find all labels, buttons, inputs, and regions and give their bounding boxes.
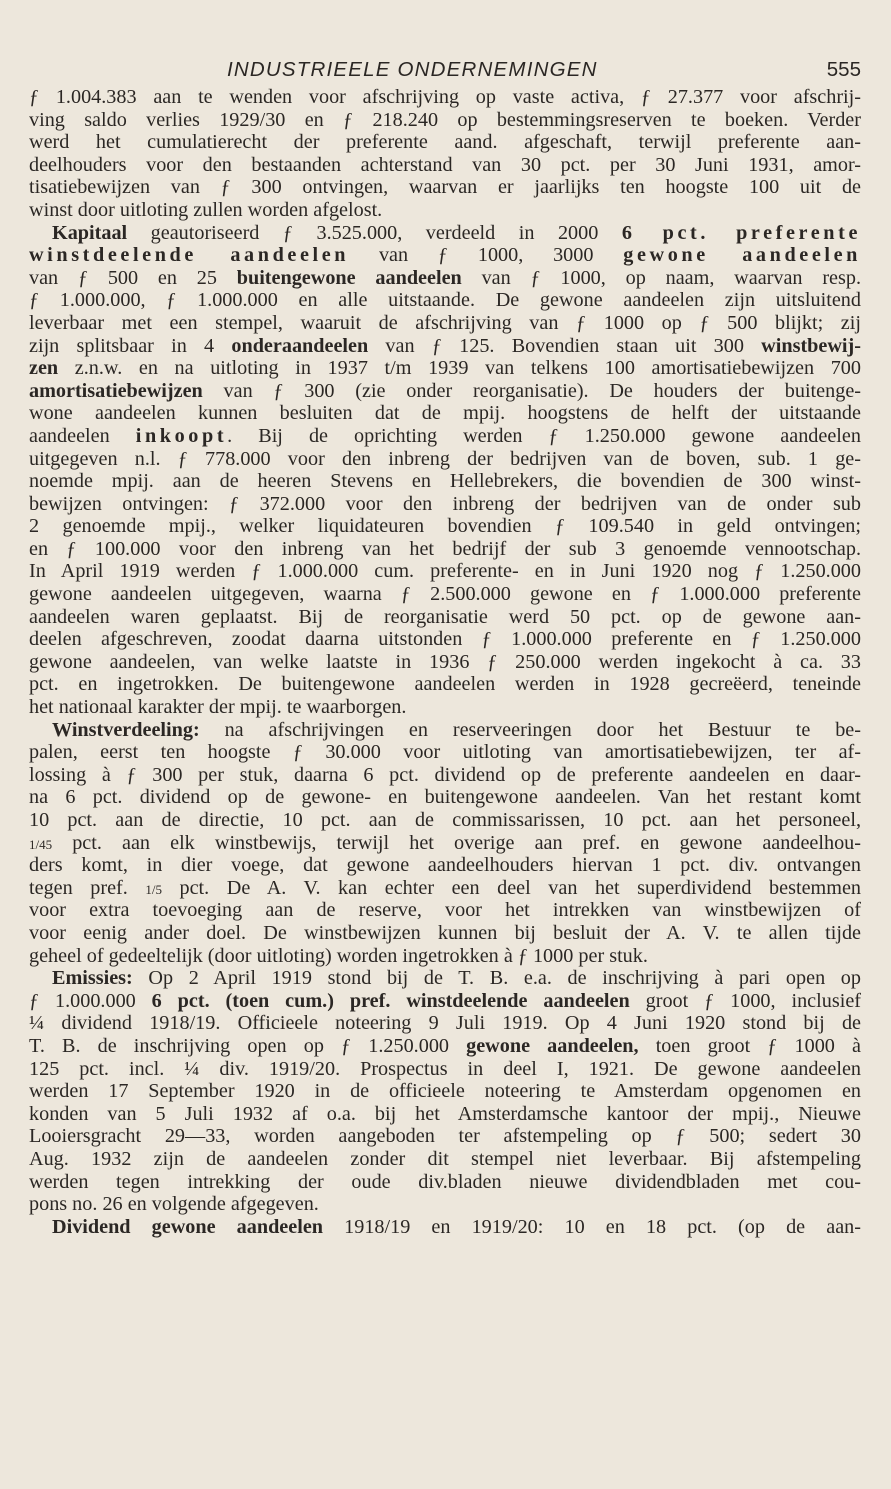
text-line [29,357,861,380]
text-run: werden 17 September 1920 in de officieele noteering te Amsterdam opgenomen en [29,1080,861,1103]
text-line [29,86,861,109]
text-line [29,222,861,245]
text-line [29,583,861,606]
text-line [29,606,861,629]
text-line [29,402,861,425]
text-run: . Bij de oprichting werden ƒ 1.250.000 gewone aandeelen [227,424,861,447]
text-run: werd het cumulatierecht der preferente aand. afgeschaft, terwijl preferente aan- [29,131,861,154]
text-line [29,538,861,561]
text-line [29,696,861,719]
text-run: noemde mpij. aan de heeren Stevens en Hellebrekers, die bovendien de 300 winst- [29,470,861,493]
text-run: ders komt, in dier voege, dat gewone aandeelhouders hiervan 1 pct. div. ontvangen [29,854,861,877]
text-run: z.n.w. en na uitloting in 1937 t/m 1939 van telkens 100 amortisatiebewijzen 700 [58,357,861,380]
bold-term: Emissies: [52,967,133,990]
text-line [29,1125,861,1148]
text-line [29,470,861,493]
bold-term: Dividend gewone aandeelen [52,1215,324,1238]
text-run: aandeelen [29,424,136,447]
text-run: van ƒ 1000, 3000 [349,244,624,267]
text-run: zijn splitsbaar in 4 [29,334,232,357]
spaced-emphasis: gewone aandeelen [623,244,861,267]
text-line [29,628,861,651]
page-number: 555 [826,58,861,81]
text-run: lossing à ƒ 300 per stuk, daarna 6 pct. dividend op de preferente aandeelen en daar- [29,763,861,786]
text-line [29,832,861,855]
text-run: Looiersgracht 29—33, worden aangeboden ter afstempeling op ƒ 500; sedert 30 [29,1125,861,1148]
text-line [29,719,861,742]
text-line [29,1103,861,1126]
text-line [29,312,861,335]
text-run: van ƒ 125. Bovendien staan uit 300 [368,334,762,357]
text-run: na 6 pct. dividend op de gewone- en buitengewone aandeelen. Van het restant komt [29,786,861,809]
page-header [0,0,891,80]
text-run: 1918/19 en 1919/20: 10 en 18 pct. (op de aan- [323,1215,861,1238]
text-run: voor eenig ander doel. De winstbewijzen kunnen bij besluit der A. V. te allen tijde [29,921,861,944]
text-run: het nationaal karakter der mpij. te waarborgen. [29,696,407,719]
text-line [29,1193,861,1216]
text-line [29,809,861,832]
bold-term: winstbewij- [761,334,861,357]
text-line [29,854,861,877]
text-run: tisatiebewijzen van ƒ 300 ontvingen, waarvan er jaarlijks ten hoogste 100 uit de [29,176,861,199]
text-line [29,945,861,968]
text-run: 2 genoemde mpij., welker liquidateuren bovendien ƒ 109.540 in geld ontvingen; [29,515,861,538]
text-line [29,1171,861,1194]
text-line [29,1058,861,1081]
text-line [29,515,861,538]
bold-term: 6 pct. (toen cum.) pref. winstdeelende aandeelen [151,989,630,1012]
text-run: en ƒ 100.000 voor den inbreng van het bedrijf der sub 3 genoemde vennootschap. [29,537,861,560]
text-run: ƒ 1.004.383 aan te wenden voor afschrijving op vaste activa, ƒ 27.377 voor afschrij- [29,86,861,108]
text-line [29,380,861,403]
text-line [29,967,861,990]
text-line [29,289,861,312]
text-run: pons no. 26 en volgende afgegeven. [29,1193,319,1216]
text-run: pct. De A. V. kan echter een deel van het superdividend bestemmen [161,876,861,899]
text-line [29,651,861,674]
text-run: ƒ 1.000.000 [29,989,152,1012]
text-run: ving saldo verlies 1929/30 en ƒ 218.240 op bestemmingsreserven te boeken. Verder [29,108,861,131]
bold-term: amortisatiebewijzen [29,379,203,402]
spaced-emphasis: inkoopt [135,424,228,447]
text-run: groot ƒ 1000, inclusief [629,989,861,1012]
text-run: geautoriseerd ƒ 3.525.000, verdeeld in 2000 [127,221,622,244]
text-line [29,560,861,583]
text-run: geheel of gedeeltelijk (door uitloting) worden ingetrokken à ƒ 1000 per stuk. [29,944,648,967]
text-run: ¼ dividend 1918/19. Officieele noteering 9 Juli 1919. Op 4 Juni 1920 stond bij de [29,1012,861,1035]
text-run: van ƒ 500 en 25 [29,266,237,289]
text-run: toen groot ƒ 1000 à [638,1034,861,1057]
text-run: werden tegen intrekking der oude div.bladen nieuwe dividendbladen met cou- [29,1170,861,1193]
text-run: pct. aan elk winstbewijs, terwijl het overige aan pref. en gewone aandeelhou- [52,831,861,854]
text-run: In April 1919 werden ƒ 1.000.000 cum. preferente- en in Juni 1920 nog ƒ 1.250.000 [29,560,861,583]
text-line [29,493,861,516]
text-line [29,877,861,900]
body-text [29,86,861,1238]
bold-term: gewone aandeelen, [466,1034,639,1057]
text-line [29,425,861,448]
text-run: leverbaar met een stempel, waaruit de afschrijving van ƒ 1000 op ƒ 500 blijkt; zij [29,311,861,334]
text-run: 125 pct. incl. ¼ div. 1919/20. Prospectus in deel I, 1921. De gewone aandeelen [29,1057,861,1080]
text-run: Op 2 April 1919 stond bij de T. B. e.a. de inschrijving à pari open op [132,967,861,990]
text-run: gewone aandeelen, van welke laatste in 1936 ƒ 250.000 werden ingekocht à ca. 33 [29,650,861,673]
bold-term: zen [29,357,59,380]
text-run: T. B. de inschrijving open op ƒ 1.250.000 [29,1034,467,1057]
text-line [29,764,861,787]
text-line [29,131,861,154]
text-run: tegen pref. [29,876,146,899]
text-line [29,741,861,764]
text-line [29,448,861,471]
spaced-emphasis: winstdeelende aandeelen [29,244,350,267]
bold-term: buitengewone aandeelen [236,266,462,289]
text-run: ƒ 1.000.000, ƒ 1.000.000 en alle uitstaande. De gewone aandeelen zijn uitsluitend [29,289,861,312]
text-line [29,1035,861,1058]
text-run: deelhouders voor den bestaanden achterstand van 30 pct. per 30 Juni 1931, amor- [29,153,861,176]
text-run: pct. en ingetrokken. De buitengewone aandeelen werden in 1928 gecreëerd, teneinde [29,673,861,696]
text-line [29,673,861,696]
text-line [29,1216,861,1239]
text-run: winst door uitloting zullen worden afgelost. [29,198,383,221]
text-run: van ƒ 300 (zie onder reorganisatie). De houders der buitenge- [202,379,861,402]
text-line [29,786,861,809]
text-line [29,109,861,132]
text-line [29,922,861,945]
text-run: wone aandeelen kunnen besluiten dat de mpij. hoogstens de helft der uitstaande [29,402,861,425]
text-run: na afschrijvingen en reserveeringen door het Bestuur te be- [199,718,861,741]
text-run: konden van 5 Juli 1932 af o.a. bij het Amsterdamsche kantoor der mpij., Nieuwe [29,1102,861,1125]
text-run: uitgegeven n.l. ƒ 778.000 voor den inbreng der bedrijven van de boven, sub. 1 ge- [29,447,861,470]
text-line [29,199,861,222]
text-line [29,267,861,290]
text-line [29,176,861,199]
text-run: deelen afgeschreven, zoodat daarna uitstonden ƒ 1.000.000 preferente en ƒ 1.250.000 [29,628,861,651]
text-line [29,244,861,267]
text-line [29,1080,861,1103]
running-title: INDUSTRIEELE ONDERNEMINGEN [227,58,598,81]
text-run: 10 pct. aan de directie, 10 pct. aan de commissarissen, 10 pct. aan het personeel, [29,809,861,831]
fraction: 1/5 [145,881,162,897]
text-line [29,335,861,358]
text-run: van ƒ 1000, op naam, waarvan resp. [461,266,861,289]
spaced-emphasis: 6 pct. preferente [621,221,861,244]
text-run: gewone aandeelen uitgegeven, waarna ƒ 2.500.000 gewone en ƒ 1.000.000 preferente [29,583,861,606]
text-line [29,154,861,177]
bold-term: Winstverdeeling: [52,718,200,741]
fraction: 1/45 [29,836,53,852]
text-run: Aug. 1932 zijn de aandeelen zonder dit stempel niet leverbaar. Bij afstempeling [29,1147,861,1170]
text-line [29,1012,861,1035]
bold-term: Kapitaal [52,221,128,244]
text-line [29,990,861,1013]
text-line [29,1148,861,1171]
text-line [29,899,861,922]
bold-term: onderaandeelen [231,334,369,357]
text-run: voor extra toevoeging aan de reserve, voor het intrekken van winstbewijzen of [29,899,861,922]
text-run: palen, eerst ten hoogste ƒ 30.000 voor uitloting van amortisatiebewijzen, ter af- [29,741,861,764]
text-run: aandeelen waren geplaatst. Bij de reorganisatie werd 50 pct. op de gewone aan- [29,605,861,628]
text-run: bewijzen ontvingen: ƒ 372.000 voor den inbreng der bedrijven van de onder sub [29,492,861,515]
